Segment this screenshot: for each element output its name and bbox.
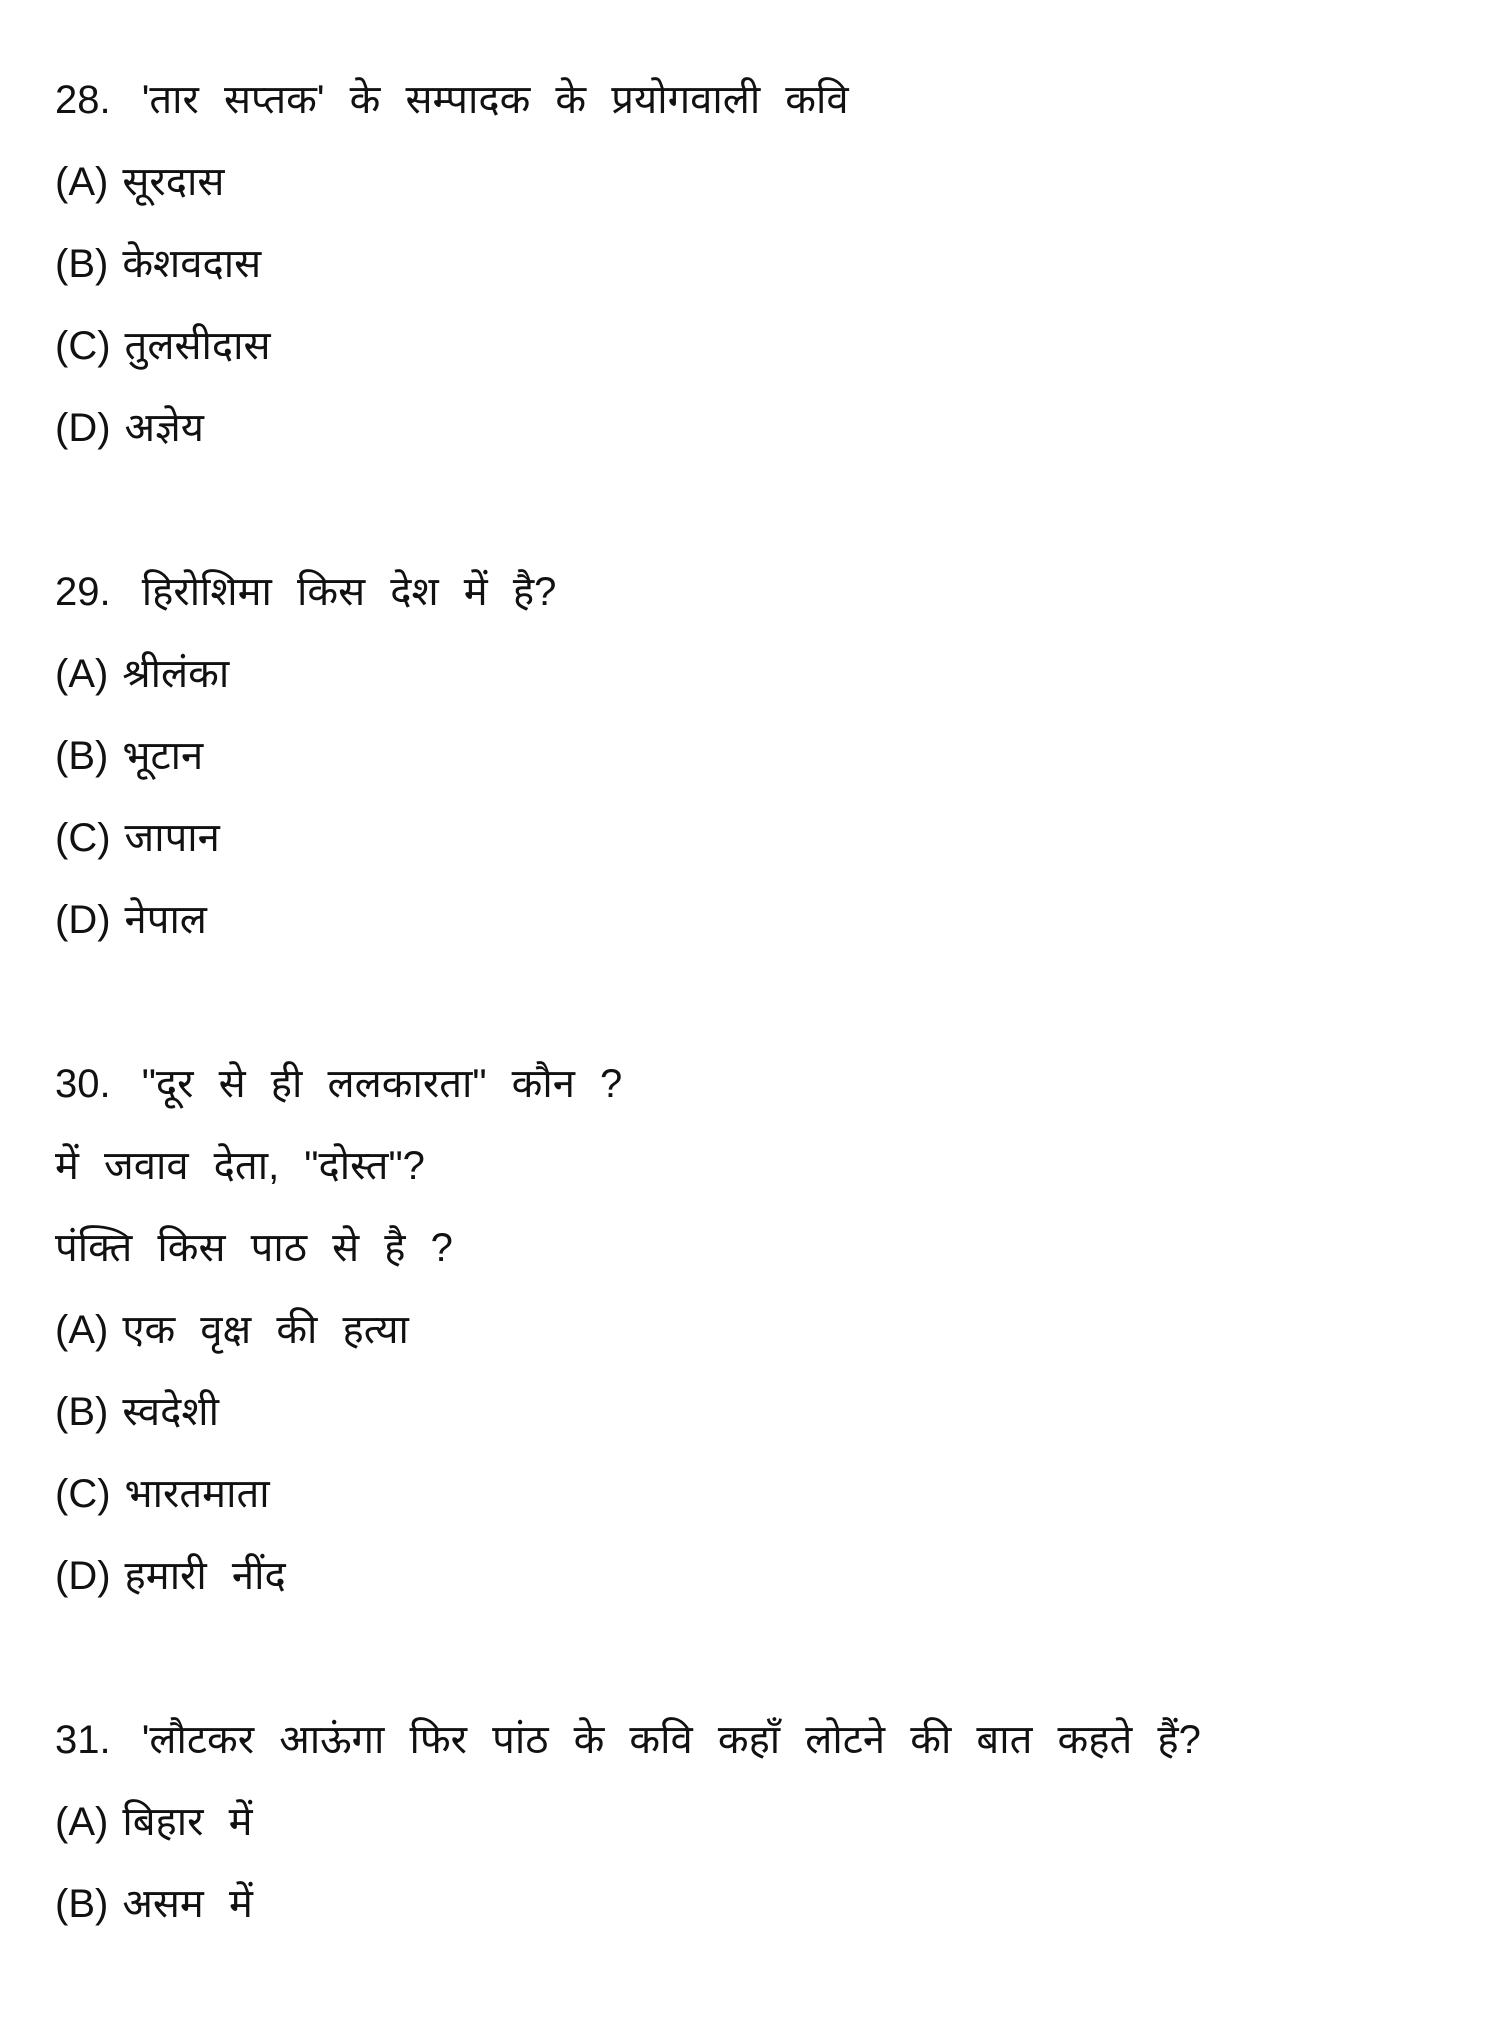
option-label: (C) (55, 1472, 111, 1516)
option-text: जापान (124, 816, 220, 860)
option-label: (B) (55, 242, 109, 286)
question-number: 29. (55, 570, 111, 614)
option-c (55, 812, 220, 864)
option-d (55, 402, 204, 454)
question-line: 'तार सप्तक' के सम्पादक के प्रयोगवाली कवि (141, 78, 849, 122)
option-text: बिहार में (122, 1800, 253, 1844)
option-d (55, 1550, 286, 1602)
question-line: 'लौटकर आऊंगा फिर पांठ के कवि कहाँ लोटने की बात कहते हैं? (141, 1718, 1201, 1762)
option-label: (A) (55, 1800, 109, 1844)
option-text: अज्ञेय (124, 406, 204, 450)
option-text: एक वृक्ष की हत्या (122, 1308, 409, 1352)
option-label: (D) (55, 1554, 111, 1598)
option-a (55, 156, 224, 208)
question-line: पंक्ति किस पाठ से है ? (55, 1226, 453, 1270)
question-line: हिरोशिमा किस देश में है? (141, 570, 557, 614)
option-label: (A) (55, 160, 109, 204)
option-b (55, 1878, 253, 1930)
option-d (55, 894, 207, 946)
option-text: केशवदास (122, 242, 262, 286)
option-text: श्रीलंका (122, 652, 230, 696)
question-text (55, 74, 849, 126)
question-text (55, 1714, 1201, 1766)
option-text: स्वदेशी (122, 1390, 219, 1434)
question-line: "दूर से ही ललकारता" कौन ? (141, 1062, 623, 1106)
option-label: (D) (55, 898, 111, 942)
option-label: (C) (55, 816, 111, 860)
question-number: 28. (55, 78, 111, 122)
question-number: 31. (55, 1718, 111, 1762)
option-text: हमारी नींद (124, 1554, 286, 1598)
question-line: में जवाव देता, "दोस्त"? (55, 1144, 425, 1188)
question-text (55, 566, 556, 618)
option-label: (B) (55, 1390, 109, 1434)
question-text-continued (55, 1222, 453, 1274)
question-text-continued (55, 1140, 425, 1192)
option-c (55, 320, 271, 372)
option-text: नेपाल (124, 898, 207, 942)
option-text: भारतमाता (124, 1472, 270, 1516)
option-text: तुलसीदास (124, 324, 271, 368)
question-text (55, 1058, 622, 1110)
option-label: (D) (55, 406, 111, 450)
option-label: (A) (55, 1308, 109, 1352)
option-label: (A) (55, 652, 109, 696)
option-a (55, 1796, 253, 1848)
option-a (55, 1304, 409, 1356)
option-text: सूरदास (122, 160, 225, 204)
option-label: (B) (55, 1882, 109, 1926)
option-b (55, 238, 261, 290)
option-label: (C) (55, 324, 111, 368)
option-a (55, 648, 229, 700)
option-b (55, 730, 203, 782)
option-c (55, 1468, 270, 1520)
question-number: 30. (55, 1062, 111, 1106)
option-b (55, 1386, 219, 1438)
option-label: (B) (55, 734, 109, 778)
option-text: असम में (122, 1882, 253, 1926)
option-text: भूटान (122, 734, 204, 778)
